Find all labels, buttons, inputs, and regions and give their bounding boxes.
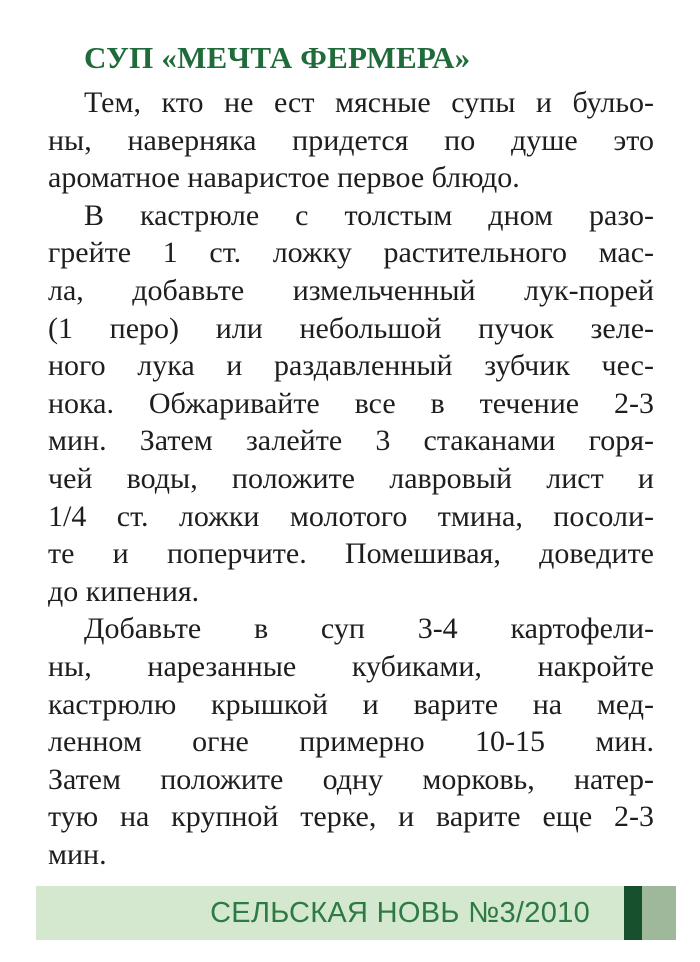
text-line: Добавьте в суп 3-4 картофели- [84,612,654,646]
text-line: ароматное наваристое первое блюдо. [48,161,520,195]
footer-source: СЕЛЬСКАЯ НОВЬ №3/2010 [210,897,590,929]
text-line: В кастрюле с толстым дном разо- [84,198,654,232]
text-line: грейте 1 ст. ложку растительного мас- [48,236,654,270]
text-line: ны, нарезанные кубиками, накройте [48,649,654,683]
article [48,36,654,873]
text-line: чей воды, положите лавровый лист и [48,461,654,495]
text-line: тую на крупной терке, и варите еще 2-3 [48,800,654,834]
text-line: кастрюлю крышкой и варите на мед- [48,687,654,721]
footer-accent-bar-light [642,886,676,940]
article-title: СУП «МЕЧТА ФЕРМЕРА» [84,40,471,75]
text-line: Тем, кто не ест мясные супы и бульо- [84,86,654,119]
text-line: нока. Обжаривайте все в течение 2-3 [48,386,654,420]
text-line: 1/4 ст. ложки молотого тмина, посоли- [48,499,654,533]
footer-band [36,886,676,940]
text-line: ленном огне примерно 10-15 мин. [48,725,654,759]
text-line: те и поперчите. Помешивая, доведите [48,537,654,571]
text-line: Затем положите одну морковь, натер- [48,762,654,796]
footer-accent-bar-dark [624,886,642,940]
text-line: мин. [48,837,107,871]
article-body [48,84,654,873]
text-line: ла, добавьте измельченный лук-порей [48,273,654,307]
text-line: мин. Затем залейте 3 стаканами горя- [48,424,654,458]
text-line: до кипения. [48,574,200,608]
text-line: ны, наверняка придется по душе это [48,123,654,157]
text-line: (1 перо) или небольшой пучок зеле- [48,311,654,345]
text-line: ного лука и раздавленный зубчик чес- [48,349,654,383]
